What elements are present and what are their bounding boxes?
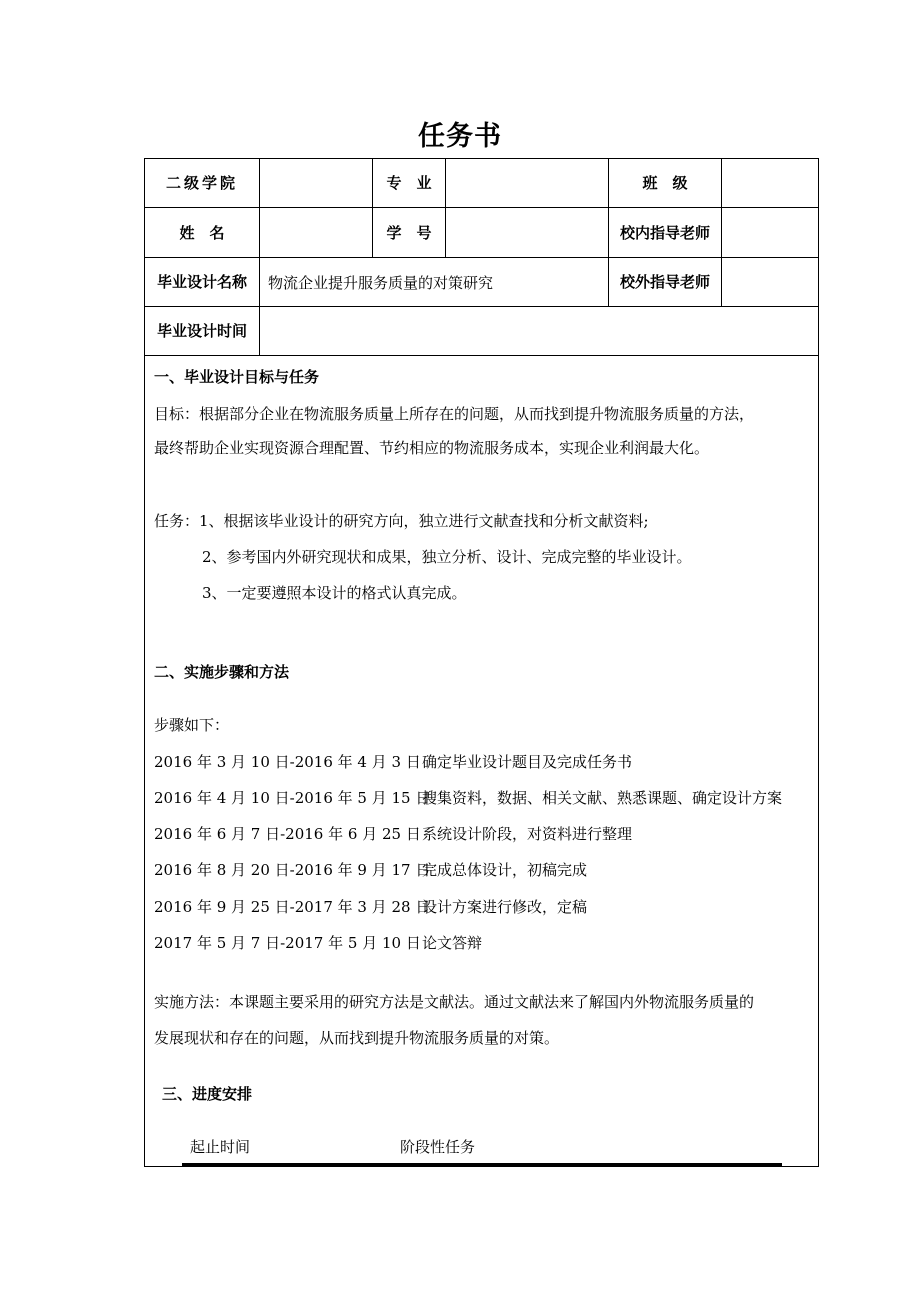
col-divider — [445, 158, 446, 257]
major-label: 专 业 — [386, 174, 432, 192]
task-item: 3、一定要遵照本设计的格式认真完成。 — [202, 584, 467, 602]
row-divider — [144, 355, 819, 356]
name-label: 姓 名 — [179, 223, 225, 242]
internal-advisor-value[interactable] — [728, 208, 818, 257]
step-period: 2016 年 8 月 20 日-2016 年 9 月 17 日 — [154, 861, 431, 879]
method-text: 实施方法：本课题主要采用的研究方法是文献法。通过文献法来了解国内外物流服务质量的 — [154, 993, 755, 1011]
class-value[interactable] — [728, 159, 818, 207]
step-period: 2016 年 6 月 7 日-2016 年 6 月 25 日 — [154, 825, 421, 843]
goal-text: 最终帮助企业实现资源合理配置、节约相应的物流服务成本，实现企业利润最大化。 — [154, 439, 710, 457]
major-value[interactable] — [452, 159, 607, 207]
schedule-header-rule — [182, 1163, 782, 1166]
section-heading: 一、毕业设计目标与任务 — [154, 368, 320, 386]
schedule-col-time: 起止时间 — [190, 1138, 251, 1156]
step-task: 确定毕业设计题目及完成任务书 — [422, 753, 633, 771]
step-task: 设计方案进行修改，定稿 — [422, 898, 588, 916]
steps-intro: 步骤如下： — [154, 716, 230, 734]
internal-advisor-label: 校内指导老师 — [619, 223, 710, 242]
section-heading: 三、进度安排 — [162, 1085, 253, 1103]
step-period: 2016 年 9 月 25 日-2017 年 3 月 28 日 — [154, 898, 431, 916]
step-period: 2017 年 5 月 7 日-2017 年 5 月 10 日 — [154, 934, 421, 952]
section-heading: 二、实施步骤和方法 — [154, 663, 290, 681]
task-item: 2、参考国内外研究现状和成果，独立分析、设计、完成完整的毕业设计。 — [202, 548, 692, 566]
task-item: 任务：1、根据该毕业设计的研究方向，独立进行文献查找和分析文献资料; — [154, 512, 649, 530]
external-advisor-value[interactable] — [728, 258, 818, 306]
step-period: 2016 年 4 月 10 日-2016 年 5 月 15 日 — [154, 789, 431, 807]
design-name-value[interactable]: 物流企业提升服务质量的对策研究 — [268, 273, 494, 292]
document-title: 任务书 — [418, 121, 502, 152]
step-task: 论文答辩 — [422, 934, 483, 952]
step-period: 2016 年 3 月 10 日-2016 年 4 月 3 日 — [154, 753, 421, 771]
step-task: 完成总体设计，初稿完成 — [422, 861, 588, 879]
college-value[interactable] — [266, 159, 371, 207]
student-id-value[interactable] — [452, 208, 607, 257]
design-time-label: 毕业设计时间 — [156, 322, 247, 340]
step-task: 搜集资料，数据、相关文献、熟悉课题、确定设计方案 — [422, 789, 783, 807]
design-name-label: 毕业设计名称 — [156, 273, 247, 291]
schedule-col-task: 阶段性任务 — [400, 1138, 476, 1156]
method-text: 发展现状和存在的问题，从而找到提升物流服务质量的对策。 — [154, 1029, 560, 1047]
step-task: 系统设计阶段，对资料进行整理 — [422, 825, 633, 843]
name-value[interactable] — [266, 208, 371, 257]
col-divider — [721, 158, 722, 306]
student-id-label: 学 号 — [386, 223, 432, 242]
class-label: 班 级 — [642, 174, 688, 192]
design-time-value[interactable] — [268, 307, 816, 355]
college-label: 二级学院 — [165, 174, 238, 192]
goal-text: 目标：根据部分企业在物流服务质量上所存在的问题，从而找到提升物流服务质量的方法， — [154, 405, 755, 423]
external-advisor-label: 校外指导老师 — [619, 273, 710, 291]
col-divider — [259, 158, 260, 355]
